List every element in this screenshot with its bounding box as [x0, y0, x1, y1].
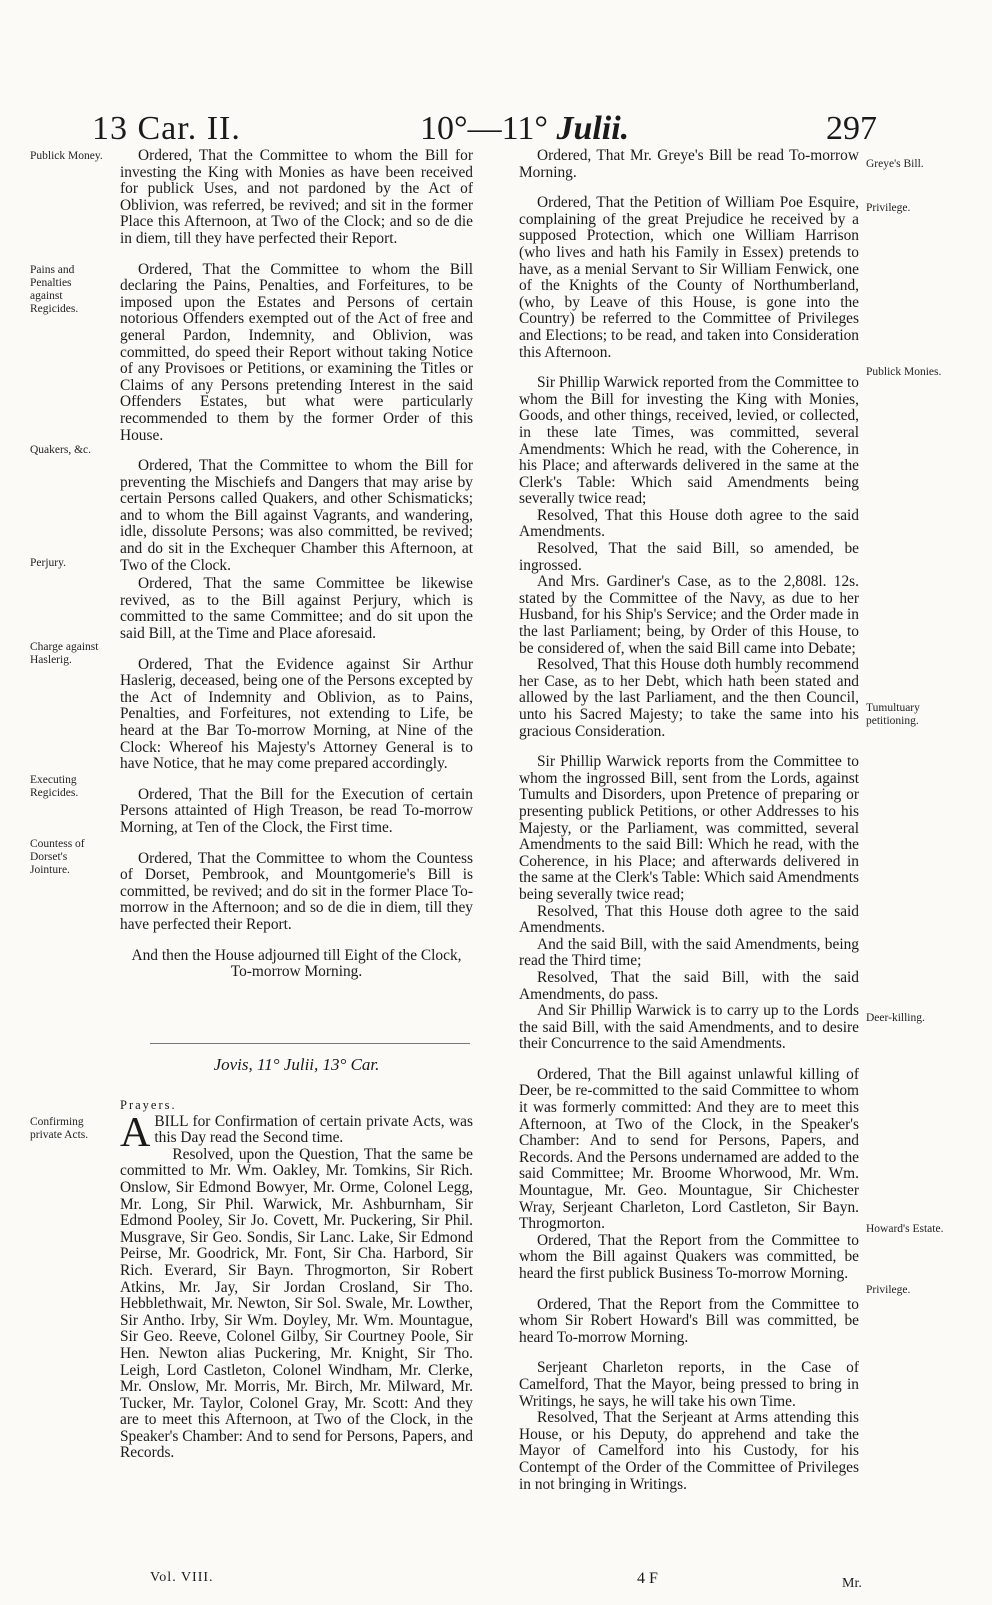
order-countess-bill: Ordered, That the Committee to whom the Countess of Dorset, Pembrook, and Mountgomerie's Bill is committed, be revived; and do sit in the former Place To-morrow in the Afternoon; and so de die in diem, till they have perfected their Report. — [120, 849, 473, 933]
running-head-date — [420, 110, 629, 148]
order-pains-penalties: Ordered, That the Committee to whom the Bill declaring the Pains, Penalties, and Forfeitures, to be imposed upon the Estates and Persons of certain notorious Offenders exempted out of the Act of free and general Pardon, Indemnity, and Oblivion, was committed, do speed their Report without taking Notice of any Provisoes or Petitions, or examining the Titles or Claims of any Persons pretending Interest in the said Offenders Estates, but what were particularly recommended to them by the former Order of this House. — [120, 260, 473, 444]
resolved-agree-amendments: Resolved, That this House doth agree to the said Amendments. — [519, 506, 859, 541]
right-column — [519, 148, 859, 1493]
resolved-gardiner: Resolved, That this House doth humbly recommend her Case, as to her Debt, which hath been stated and allowed by the last Parliament, and the then Council, unto his Sacred Majesty; to take the same into his gracious Consideration. — [519, 656, 859, 740]
margin-note-greye: Greye's Bill. — [866, 158, 924, 170]
prayers-heading: Prayers. — [120, 1098, 177, 1112]
bill-private-acts-text: BILL for Confirmation of certain private Acts, was this Day read the Second time. — [154, 1112, 473, 1147]
margin-note-private-acts: Confirming private Acts. — [30, 1116, 89, 1141]
bill-private-acts — [120, 1109, 473, 1156]
margin-note-howard: Howard's Estate. — [866, 1223, 944, 1235]
gardiner-case: And Mrs. Gardiner's Case, as to the 2,808l. 12s. stated by the Committee of the Navy, as due to her Husband, for his Ship's Service; and the Order made in the last Parliament; being, by Order of this House, to be considered of, when the said Bill came into Debate; — [519, 573, 859, 657]
order-perjury: Ordered, That the same Committee be likewise revived, as to the Bill against Perjury, which is committed to the same Committee; and do sit upon the said Bill, at the Time and Place aforesaid. — [120, 575, 473, 643]
report-warwick-tumults: Sir Phillip Warwick reports from the Committee to whom the ingrossed Bill, sent from the Lords, against Tumults and Disorders, upon Pretence of preparing or presenting publick Petitions, or other Addresses to his Majesty, or the Parliament, was committed, several Amendments to the said Bill: Which he read, with the Coherence, in his Place; and afterwards delivered in the same at the Clerk's Table: Which said Amendments being severally twice read; — [519, 753, 859, 903]
resolved-pass: Resolved, That the said Bill, with the said Amendments, do pass. — [519, 968, 859, 1003]
running-head-left: 13 Car. II. — [92, 110, 241, 147]
committee-resolution: Resolved, upon the Question, That the same be committed to Mr. Wm. Oakley, Mr. Tomkins, Sir Rich. Onslow, Sir Edmond Bowyer, Mr. Orme, Colonel Legg, Mr. Long, Sir Phil. Warwick, Mr. Ashburnham, Sir Edmond Pooley, Sir Jo. Covett, Mr. Puckering, Sir Phil. Musgrave, Sir Geo. Sondis, Sir Lanc. Lake, Sir Edmond Peirse, Mr. Goodrick, Mr. Font, Sir Cha. Harbord, Sir Rich. Everard, Sir Bayn. Throgmorton, Sir Robert Atkins, Mr. Jay, Sir Jordan Crosland, Sir Tho. Hebblethwait, Mr. Newton, Sir Sol. Swale, Mr. Lowther, Sir Antho. Irby, Sir Wm. Doyley, Mr. Wm. Mountague, Sir Geo. Reeve, Colonel Gilby, Sir Courtney Poole, Sir Hen. Newton alias Puckering, Mr. Knight, Sir Tho. Leigh, Lord Castleton, Colonel Windham, Mr. Clerke, Mr. Onslow, Mr. Morris, Mr. Birch, Mr. Milward, Mr. Tucker, Mr. Taylor, Colonel Gray, Mr. Scott: And they are to meet this Afternoon, at Two of the Clock, in the Speaker's Chamber: And to send for Persons, Papers, and Records. — [120, 1145, 473, 1462]
volume-label: Vol. VIII. — [150, 1570, 214, 1585]
drop-cap: A — [120, 1109, 151, 1156]
margin-note-haslerig: Charge against Haslerig. — [30, 641, 99, 666]
order-poe-petition: Ordered, That the Petition of William Poe Esquire, complaining of the great Prejudice he received by a supposed Protection, which one William Harrison (who lives and hath his Family in Essex) pretends to have, as a menial Servant to Sir William Fenwick, one of the Knights of the County of Northumberland, (who, by Leave of this House, is gone into the Country) be referred to the Committee of Privileges and Elections; to be read, and taken into Consideration this Afternoon. — [519, 194, 859, 361]
resolved-camelford: Resolved, That the Serjeant at Arms attending this House, or his Deputy, do apprehend and take the Mayor of Camelford into his Custody, for his Contempt of the Order of the Committee of Privileges in not bringing in Writings. — [519, 1409, 859, 1493]
resolved-agree-tumults: Resolved, That this House doth agree to the said Amendments. — [519, 902, 859, 937]
margin-note-quakers: Quakers, &c. — [30, 444, 91, 456]
margin-note-pains-penalties: Pains and Penalties against Regicides. — [30, 264, 79, 315]
page-number: 297 — [826, 110, 877, 147]
order-deer-bill: Ordered, That the Bill against unlawful killing of Deer, be re-committed to the said Committee to whom it was formerly committed: And they are to meet this Afternoon, at Two of the Clock, in the Speaker's Chamber: And to send for Persons, Papers, and Records. And the Persons undernamed are added to the said Committee; Mr. Broome Whorwood, Mr. Wm. Mountague, Mr. Geo. Mountague, Sir Chichester Wray, Serjeant Charleton, Lord Castleton, Sir Bayn. Throgmorton. — [519, 1065, 859, 1233]
margin-note-tumultuary: Tumultuary petitioning. — [866, 702, 920, 727]
margin-note-publick-money: Publick Money. — [30, 150, 103, 162]
catchword: Mr. — [842, 1576, 862, 1591]
order-greye-bill: Ordered, That Mr. Greye's Bill be read To-morrow Morning. — [519, 147, 859, 181]
margin-note-executing-regicides: Executing Regicides. — [30, 774, 79, 799]
running-head-month: Julii. — [556, 110, 630, 147]
camelford-report: Serjeant Charleton reports, in the Case of Camelford, That the Mayor, being pressed to bring in Writings, he says, he will take his own Time. — [519, 1359, 859, 1410]
margin-note-deer-killing: Deer-killing. — [866, 1012, 925, 1024]
day-heading: Jovis, 11° Julii, 13° Car. — [213, 1055, 380, 1074]
report-warwick-monies: Sir Phillip Warwick reported from the Committee to whom the Bill for investing the King with Monies, Goods, and other things, received, levied, or collected, in these late Times, was committed, several Amendments: Which he read, with the Coherence, in his Place; and afterwards delivered in the same at the Clerk's Table: Which said Amendments being severally twice read; — [519, 374, 859, 508]
left-column-continued — [120, 1097, 473, 1462]
order-howard-report: Ordered, That the Report from the Committee to whom Sir Robert Howard's Bill was committed, be heard To-morrow Morning. — [519, 1295, 859, 1346]
order-quakers-report: Ordered, That the Report from the Committee to whom the Bill against Quakers was committed, be heard the first publick Business To-morrow Morning. — [519, 1231, 859, 1282]
margin-note-publick-monies: Publick Monies. — [866, 366, 942, 378]
left-column — [120, 148, 473, 981]
order-publick-monies: Ordered, That the Committee to whom the Bill for investing the King with Monies as have been received for publick Uses, and not pardoned by the Act of Oblivion, was referred, be revived; and sit in the former Place this Afternoon, at Two of the Clock; and so de die in diem, till they have perfected their Report. — [120, 147, 473, 247]
carry-to-lords: And Sir Phillip Warwick is to carry up to the Lords the said Bill, with the said Amendments, and to desire their Concurrence to the said Amendments. — [519, 1002, 859, 1053]
resolved-ingrossed: Resolved, That the said Bill, so amended, be ingrossed. — [519, 540, 859, 574]
section-divider — [150, 1043, 470, 1044]
order-quakers: Ordered, That the Committee to whom the Bill for preventing the Mischiefs and Dangers that may arise by certain Persons called Quakers, and other Schismaticks; and to whom the Bill against Vagrants, and wandering, idle, dissolute Persons; was also committed, be revived; and do sit in the Exchequer Chamber this Afternoon, at Two of the Clock. — [120, 457, 473, 574]
signature-mark: 4 F — [637, 1570, 658, 1587]
margin-note-privilege-2: Privilege. — [866, 1284, 911, 1296]
order-execution-bill: Ordered, That the Bill for the Execution of certain Persons attainted of High Treason, be read To-morrow Morning, at Ten of the Clock, the First time. — [120, 785, 473, 836]
adjournment-notice: And then the House adjourned till Eight of the Clock, To-morrow Morning. — [131, 946, 462, 981]
margin-note-countess-dorset: Countess of Dorset's Jointure. — [30, 838, 85, 876]
margin-note-privilege-1: Privilege. — [866, 202, 911, 214]
margin-note-perjury: Perjury. — [30, 557, 66, 569]
third-reading: And the said Bill, with the said Amendments, being read the Third time; — [519, 935, 859, 970]
running-head-days: 10°—11° — [420, 110, 548, 147]
order-haslerig-evidence: Ordered, That the Evidence against Sir Arthur Haslerig, deceased, being one of the Persons excepted by the Act of Indemnity and Oblivion, as to Pains, Penalties, and Forfeitures, not extending to Life, be heard at the Bar To-morrow Morning, at Nine of the Clock: Whereof his Majesty's Attorney General is to have Notice, that he may come prepared accordingly. — [120, 655, 473, 773]
